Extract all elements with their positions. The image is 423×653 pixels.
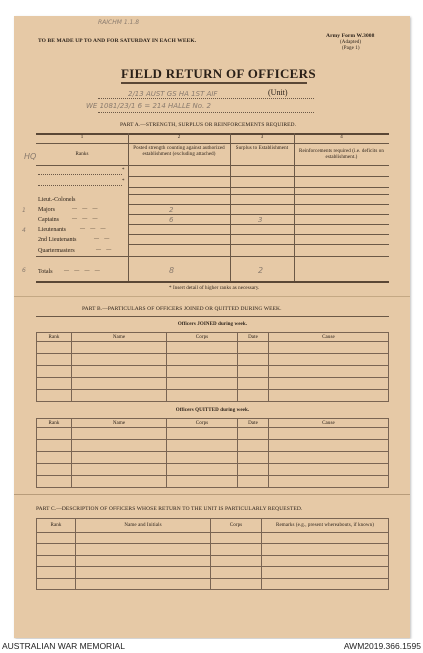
rank-captains: Captains — [38, 217, 59, 223]
dots-2nd-lieutenants: — — — [94, 237, 112, 242]
joined-col-cause: Cause — [269, 333, 389, 342]
dots-totals: — — — — — [64, 269, 102, 274]
quitted-col-date: Date — [238, 419, 269, 428]
quitted-col-cause: Cause — [269, 419, 389, 428]
margin-mark-2: 4 — [22, 227, 26, 234]
fold-line-2 — [14, 494, 410, 495]
header-ranks: Ranks — [75, 152, 89, 157]
part-a-heading: PART A.—STRENGTH, SURPLUS OR REINFORCEMENTS REQUIRED. — [120, 122, 297, 128]
asterisk-line-2 — [38, 185, 122, 186]
header-posted-strength: Posted strength counting against authorized establishment (excluding attached) — [133, 146, 225, 157]
part-a-vline-2 — [230, 133, 231, 281]
dots-lieutenants: — — — — [80, 227, 108, 232]
part-a-vline-1 — [128, 133, 129, 281]
quitted-col-rank: Rank — [37, 419, 72, 428]
table-row — [37, 464, 389, 476]
part-c-heading: PART C.—DESCRIPTION OF OFFICERS WHOSE RETURN TO THE UNIT IS PARTICULARLY REQUESTED. — [36, 506, 303, 512]
row-rule-r5 — [128, 244, 389, 245]
part-c-table — [36, 518, 389, 590]
row-rule-a1 — [128, 176, 389, 177]
joined-table — [36, 332, 389, 402]
title-underline — [121, 82, 307, 84]
part-b-top-rule — [36, 316, 389, 317]
table-row — [37, 532, 389, 543]
surplus-captains: 3 — [258, 216, 263, 224]
form-number: Army Form W.3008 — [326, 33, 375, 39]
col-number-3: 3 — [260, 135, 264, 140]
row-rule-r4 — [128, 234, 389, 235]
joined-col-name: Name — [72, 333, 167, 342]
rank-lieutenants: Lieutenants — [38, 227, 66, 233]
table-row — [37, 476, 389, 488]
quitted-col-name: Name — [72, 419, 167, 428]
row-rule-r3 — [128, 224, 389, 225]
total-surplus: 2 — [258, 266, 264, 275]
row-rule-a3 — [128, 194, 389, 195]
dots-captains: — — — — [72, 217, 100, 222]
part-a-bottom-rule — [36, 281, 389, 283]
header-reinforcements: Reinforcements required (i.e. deficits on establishment.) — [299, 149, 384, 160]
col-number-1: 1 — [80, 135, 84, 140]
handwritten-ref: WE 1081/23/1 6 = 214 HALLE No. 2 — [86, 102, 211, 110]
col-number-2: 2 — [177, 135, 181, 140]
rank-lieut-colonels: Lieut.-Colonels — [38, 197, 76, 203]
fold-line-1 — [14, 296, 410, 297]
table-row — [37, 378, 389, 390]
ref-line — [98, 112, 314, 113]
dots-majors: — — — — [72, 207, 100, 212]
table-row — [37, 342, 389, 354]
dots-quartermasters: — — — [96, 248, 114, 253]
asterisk-line-1 — [38, 174, 122, 175]
total-posted: 8 — [169, 266, 175, 275]
part-a-footnote: * Insert detail of higher ranks as necessary. — [169, 286, 260, 291]
table-row — [37, 366, 389, 378]
handwritten-top: RAICHM 1.1.8 — [98, 19, 140, 26]
joined-col-date: Date — [238, 333, 269, 342]
row-rule-r2 — [128, 214, 389, 215]
header-surplus: Surplus to Establishment — [235, 146, 289, 151]
page-title: FIELD RETURN OF OFFICERS — [121, 66, 316, 81]
unit-label: (Unit) — [268, 88, 288, 97]
totals-label: Totals — [38, 269, 53, 275]
row-rule-r1 — [128, 204, 389, 205]
table-row — [37, 390, 389, 402]
table-row — [37, 354, 389, 366]
instruction-text: TO BE MADE UP TO AND FOR SATURDAY IN EACH WEEK. — [38, 38, 197, 44]
quitted-col-corps: Corps — [167, 419, 238, 428]
row-rule-a2 — [128, 187, 389, 188]
joined-col-corps: Corps — [167, 333, 238, 342]
margin-mark-1: 1 — [22, 207, 26, 214]
form-page: (Page 1) — [342, 46, 360, 51]
rank-quartermasters: Quartermasters — [38, 248, 75, 254]
quitted-title: Officers QUITTED during week. — [175, 408, 250, 413]
form-adapted: (Adapted) — [340, 40, 362, 45]
joined-col-rank: Rank — [37, 333, 72, 342]
table-row — [37, 440, 389, 452]
partc-col-rank: Rank — [37, 519, 76, 533]
header-rule — [36, 165, 389, 166]
table-row — [37, 452, 389, 464]
side-note: HQ — [24, 152, 37, 161]
table-row — [37, 567, 389, 578]
partc-col-remarks: Remarks (e.g., present whereabouts, if known) — [262, 519, 389, 533]
table-row — [37, 428, 389, 440]
rank-majors: Majors — [38, 207, 55, 213]
table-row — [37, 544, 389, 555]
partc-col-corps: Corps — [211, 519, 262, 533]
footer-accession: AWM2019.366.1595 — [343, 641, 421, 651]
quitted-table — [36, 418, 389, 488]
part-a-vline-3 — [294, 133, 295, 281]
archive-footer — [0, 639, 423, 653]
handwritten-unit: 2/13 AUST GS HA 1ST AIF — [128, 90, 218, 98]
table-row — [37, 555, 389, 566]
count-captains: 6 — [169, 216, 174, 224]
col-number-4: 4 — [340, 135, 343, 140]
partc-col-name: Name and Initials — [76, 519, 211, 533]
unit-line — [98, 98, 314, 99]
margin-mark-3: 6 — [22, 267, 26, 274]
asterisk-2: * — [122, 179, 125, 184]
footer-institution: AUSTRALIAN WAR MEMORIAL — [2, 641, 125, 651]
part-b-heading: PART B.—PARTICULARS OF OFFICERS JOINED OR QUITTED DURING WEEK. — [82, 306, 282, 312]
col-number-rule — [36, 143, 389, 144]
form-paper — [14, 16, 410, 638]
count-majors: 2 — [169, 206, 174, 214]
joined-title: Officers JOINED during week. — [177, 322, 248, 327]
row-rule-r6 — [36, 256, 389, 257]
rank-2nd-lieutenants: 2nd Lieutenants — [38, 237, 77, 243]
asterisk-1: * — [122, 168, 125, 173]
table-row — [37, 578, 389, 590]
